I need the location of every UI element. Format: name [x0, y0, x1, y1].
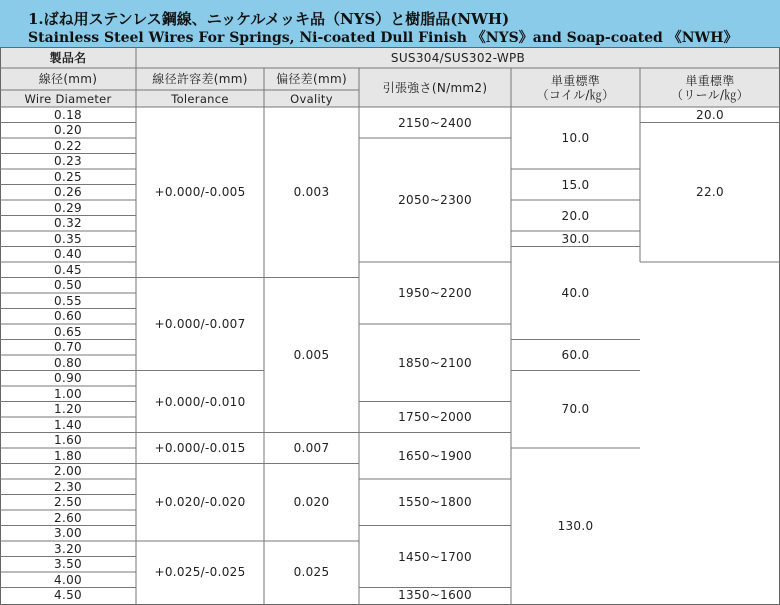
coil-weight-title: 単重標準	[550, 73, 601, 88]
ovality-cell: 0.003	[293, 185, 330, 200]
tensile-cell: 1450~1700	[398, 549, 472, 564]
reel-weight-cell: 22.0	[696, 185, 724, 200]
tolerance-header-jp: 線径許容差(mm)	[136, 68, 264, 90]
tensile-cell: 1850~2100	[398, 355, 472, 370]
diameter-cell: 1.80	[54, 448, 82, 463]
diameter-cell: 0.80	[54, 355, 82, 370]
diameter-cell: 2.30	[54, 479, 82, 494]
tolerance-cell: +0.000/-0.005	[154, 185, 246, 200]
coil-weight-unit: （コイル/㎏）	[536, 87, 615, 102]
diameter-header-jp: 線径(mm)	[0, 68, 136, 90]
diameter-cell: 4.50	[54, 588, 82, 603]
diameter-cell: 0.45	[54, 262, 82, 277]
tolerance-cell: +0.000/-0.007	[154, 317, 246, 331]
diameter-cell: 0.65	[54, 324, 82, 339]
ovality-header-jp: 偏径差(mm)	[264, 68, 359, 90]
tensile-cell: 1650~1900	[398, 448, 472, 463]
product-label: 製品名	[0, 47, 136, 68]
diameter-cell: 0.25	[54, 169, 82, 184]
tolerance-cell: +0.000/-0.015	[154, 441, 246, 455]
diameter-cell: 0.35	[54, 231, 82, 246]
coil-weight-header	[511, 68, 640, 107]
reel-weight-header	[640, 68, 780, 107]
tensile-header: 引張強さ(N/mm2)	[359, 68, 511, 107]
diameter-cell: 0.60	[54, 309, 82, 324]
diameter-cell: 0.90	[54, 371, 82, 386]
coil-weight-cell: 20.0	[561, 208, 590, 223]
diameter-cell: 0.23	[54, 154, 82, 169]
diameter-header-en: Wire Diameter	[0, 90, 136, 107]
tensile-cell: 1550~1800	[398, 495, 472, 510]
diameter-cell: 2.50	[54, 495, 82, 510]
reel-weight-title: 単重標準	[685, 73, 735, 88]
reel-weight-cell: 20.0	[696, 107, 724, 122]
diameter-cell: 0.55	[54, 293, 82, 308]
diameter-cell: 0.26	[54, 185, 82, 200]
reel-weight-unit: （リール/㎏）	[671, 87, 749, 102]
ovality-cell: 0.005	[293, 348, 330, 362]
coil-weight-cell: 30.0	[561, 231, 590, 246]
diameter-cell: 1.00	[54, 386, 82, 401]
tensile-cell: 1350~1600	[398, 588, 472, 603]
tolerance-header-en: Tolerance	[136, 90, 264, 107]
coil-weight-cell: 15.0	[561, 177, 590, 192]
diameter-cell: 0.50	[54, 278, 82, 293]
diameter-cell: 0.22	[54, 138, 82, 153]
tensile-cell: 1750~2000	[398, 410, 472, 424]
diameter-cell: 4.00	[54, 572, 82, 587]
coil-weight-cell: 40.0	[561, 286, 590, 300]
diameter-cell: 3.50	[54, 557, 82, 572]
diameter-cell: 1.60	[54, 433, 82, 448]
tolerance-cell: +0.020/-0.020	[154, 495, 246, 510]
diameter-cell: 1.40	[54, 417, 82, 432]
diameter-cell: 0.32	[54, 216, 82, 231]
title-english: Stainless Steel Wires For Springs, Ni-coated Dull Finish 《NYS》and Soap-coated 《NWH》	[28, 30, 738, 46]
product-value: SUS304/SUS302-WPB	[136, 47, 780, 68]
diameter-cell: 0.29	[54, 200, 82, 215]
diameter-cell: 3.00	[54, 526, 82, 541]
diameter-cell: 0.40	[54, 247, 82, 262]
coil-weight-cell: 10.0	[561, 131, 590, 145]
coil-weight-cell: 130.0	[557, 518, 594, 533]
title-japanese: 1.ばね用ステンレス鋼線、ニッケルメッキ品（NYS）と樹脂品(NWH)	[28, 10, 510, 28]
diameter-cell: 2.60	[54, 510, 82, 525]
diameter-cell: 0.20	[54, 123, 82, 138]
ovality-cell: 0.025	[293, 565, 330, 579]
tensile-cell: 1950~2200	[398, 286, 472, 300]
ovality-cell: 0.007	[293, 441, 330, 455]
coil-weight-cell: 70.0	[561, 402, 590, 417]
diameter-cell: 3.20	[54, 541, 82, 556]
tolerance-cell: +0.000/-0.010	[154, 394, 246, 409]
diameter-cell: 1.20	[54, 402, 82, 417]
tolerance-cell: +0.025/-0.025	[154, 565, 246, 579]
ovality-header-en: Ovality	[264, 90, 359, 107]
spec-table	[0, 47, 780, 605]
tensile-cell: 2050~2300	[398, 193, 472, 207]
diameter-cell: 2.00	[54, 464, 82, 479]
diameter-cell: 0.18	[54, 107, 82, 122]
diameter-cell: 0.70	[54, 340, 82, 355]
ovality-cell: 0.020	[293, 495, 330, 510]
coil-weight-cell: 60.0	[561, 348, 590, 362]
tensile-cell: 2150~2400	[398, 115, 472, 130]
page-header	[0, 0, 780, 47]
